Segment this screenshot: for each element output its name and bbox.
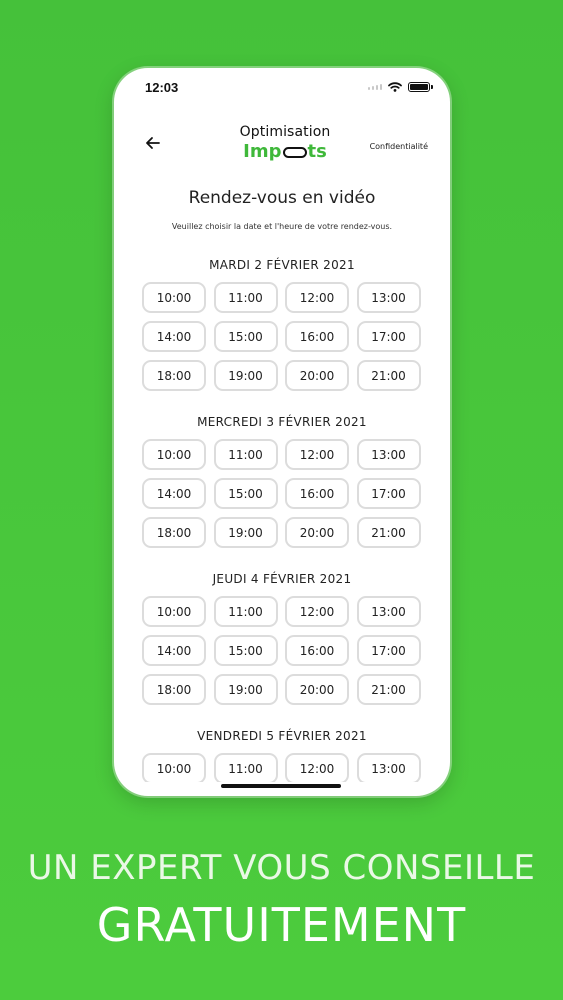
- time-slot-button[interactable]: 10:00: [142, 596, 206, 627]
- signal-icon: [368, 84, 382, 90]
- time-slot-button[interactable]: 10:00: [142, 282, 206, 313]
- time-slot-button[interactable]: 11:00: [214, 596, 278, 627]
- time-slot-grid: [142, 282, 422, 391]
- time-slot-grid: [142, 753, 422, 782]
- day-title: JEUDI 4 FÉVRIER 2021: [212, 572, 352, 586]
- time-slot-button[interactable]: 17:00: [357, 321, 421, 352]
- time-slot-button[interactable]: 20:00: [285, 360, 349, 391]
- time-slot-button[interactable]: 16:00: [285, 321, 349, 352]
- time-slot-button[interactable]: 10:00: [142, 753, 206, 782]
- status-time: 12:03: [145, 80, 179, 95]
- time-slot-button[interactable]: 19:00: [214, 517, 278, 548]
- day-title: MERCREDI 3 FÉVRIER 2021: [197, 415, 367, 429]
- logo-text-part2: ts: [307, 141, 327, 162]
- time-slot-button[interactable]: 13:00: [357, 282, 421, 313]
- logo-text-part1: Imp: [243, 141, 282, 162]
- time-slot-button[interactable]: 19:00: [214, 360, 278, 391]
- time-slot-button[interactable]: 10:00: [142, 439, 206, 470]
- page-title: Rendez-vous en vidéo: [188, 188, 376, 208]
- time-slot-button[interactable]: 18:00: [142, 360, 206, 391]
- time-slot-button[interactable]: 12:00: [285, 753, 349, 782]
- confidentiality-link[interactable]: Confidentialité: [369, 142, 428, 151]
- logo-text-bottom: [230, 141, 340, 162]
- day-title: MARDI 2 FÉVRIER 2021: [209, 258, 355, 272]
- time-slot-button[interactable]: 19:00: [214, 674, 278, 705]
- day-block: [114, 415, 450, 540]
- time-slot-button[interactable]: 21:00: [357, 517, 421, 548]
- time-slot-button[interactable]: 21:00: [357, 674, 421, 705]
- time-slot-button[interactable]: 12:00: [285, 439, 349, 470]
- time-slot-button[interactable]: 18:00: [142, 517, 206, 548]
- battery-icon: [408, 82, 430, 92]
- time-slot-button[interactable]: 14:00: [142, 321, 206, 352]
- time-slot-button[interactable]: 18:00: [142, 674, 206, 705]
- time-slot-button[interactable]: 12:00: [285, 282, 349, 313]
- logo-text-top: Optimisation: [239, 124, 331, 140]
- time-slot-button[interactable]: 13:00: [357, 596, 421, 627]
- instruction-text: Veuillez choisir la date et l'heure de votre rendez-vous.: [171, 222, 393, 231]
- time-slot-button[interactable]: 13:00: [357, 753, 421, 782]
- time-slot-grid: [142, 596, 422, 705]
- time-slot-grid: [142, 439, 422, 548]
- day-block: [114, 258, 450, 383]
- time-slot-button[interactable]: 20:00: [285, 517, 349, 548]
- home-indicator[interactable]: [221, 784, 341, 788]
- day-block: [114, 729, 450, 776]
- time-slot-button[interactable]: 21:00: [357, 360, 421, 391]
- status-bar: [114, 68, 450, 108]
- time-slot-button[interactable]: 16:00: [285, 478, 349, 509]
- status-icons: [368, 82, 430, 92]
- phone-frame: [114, 68, 450, 796]
- wifi-icon: [388, 82, 402, 92]
- day-block: [114, 572, 450, 697]
- time-slot-button[interactable]: 14:00: [142, 635, 206, 666]
- time-slot-button[interactable]: 11:00: [214, 753, 278, 782]
- app-logo: [230, 124, 340, 162]
- time-slot-button[interactable]: 16:00: [285, 635, 349, 666]
- time-slot-button[interactable]: 20:00: [285, 674, 349, 705]
- appointment-content[interactable]: [114, 182, 450, 782]
- caption-subtitle: UN EXPERT VOUS CONSEILLE: [27, 848, 536, 888]
- time-slot-button[interactable]: 11:00: [214, 439, 278, 470]
- time-slot-button[interactable]: 17:00: [357, 635, 421, 666]
- caption-title: GRATUITEMENT: [96, 898, 467, 952]
- time-slot-button[interactable]: 15:00: [214, 321, 278, 352]
- arrow-left-icon[interactable]: [144, 134, 162, 152]
- time-slot-button[interactable]: 15:00: [214, 635, 278, 666]
- day-title: VENDREDI 5 FÉVRIER 2021: [197, 729, 367, 743]
- time-slot-button[interactable]: 15:00: [214, 478, 278, 509]
- time-slot-button[interactable]: 17:00: [357, 478, 421, 509]
- time-slot-button[interactable]: 11:00: [214, 282, 278, 313]
- logo-oo-icon: [283, 147, 307, 158]
- app-header: [114, 118, 450, 178]
- time-slot-button[interactable]: 14:00: [142, 478, 206, 509]
- time-slot-button[interactable]: 12:00: [285, 596, 349, 627]
- time-slot-button[interactable]: 13:00: [357, 439, 421, 470]
